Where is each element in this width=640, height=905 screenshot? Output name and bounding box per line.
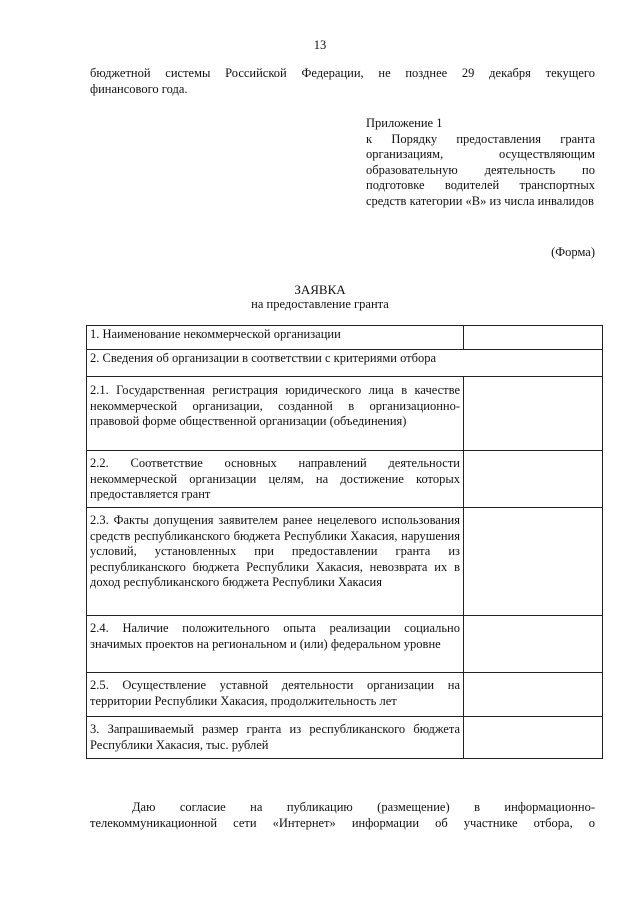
row-label: 2.4. Наличие положительного опыта реализации социально значимых проектов на региональном и (или) федеральном уровне [87, 616, 464, 673]
row-value [464, 717, 603, 759]
table-row [87, 326, 603, 350]
form-label: (Форма) [551, 245, 595, 259]
row-label: 2. Сведения об организации в соответствии с критериями отбора [87, 350, 603, 377]
annex-block [366, 116, 595, 209]
row-value [464, 673, 603, 717]
row-label: 2.1. Государственная регистрация юридического лица в качестве некоммерческой организации, созданной в организационно-правовой форме общественной организации (объединения) [87, 377, 464, 451]
application-table [86, 325, 603, 759]
row-value [464, 326, 603, 350]
row-label: 2.2. Соответствие основных направлений деятельности некоммерческой организации целям, на достижение которых предоставляется грант [87, 451, 464, 508]
row-label: 2.5. Осуществление уставной деятельности организации на территории Республики Хакасия, продолжительность лет [87, 673, 464, 717]
row-value [464, 508, 603, 616]
table-row [87, 350, 603, 377]
annex-text: к Порядку предоставления гранта организациям, осуществляющим образовательную деятельность по подготовке водителей транспортных средств категории «В» из числа инвалидов [366, 131, 595, 208]
annex-title: Приложение 1 [366, 116, 443, 130]
row-value [464, 377, 603, 451]
table-row [87, 451, 603, 508]
row-label: 2.3. Факты допущения заявителем ранее нецелевого использования средств республиканского бюджета Республики Хакасия, нарушения условий, установленных при предоставлении гранта из республиканского бюджета Республики Хакасия, невозврата их в доход республиканского бюджета Республики Хакасия [87, 508, 464, 616]
document-title: ЗАЯВКА [294, 282, 346, 297]
intro-line-1: бюджетной системы Российской Федерации, не позднее 29 декабря текущего [90, 66, 595, 80]
intro-line-2: финансового года. [90, 81, 188, 96]
page-number: 13 [313, 38, 327, 52]
row-label: 1. Наименование некоммерческой организации [87, 326, 464, 350]
consent-line-2: телекоммуникационной сети «Интернет» информации об участнике отбора, о [90, 816, 595, 830]
table-row [87, 616, 603, 673]
row-value [464, 616, 603, 673]
row-label: 3. Запрашиваемый размер гранта из республиканского бюджета Республики Хакасия, тыс. рублей [87, 717, 464, 759]
table-row [87, 717, 603, 759]
intro-paragraph [90, 66, 595, 97]
table-row [87, 508, 603, 616]
document-subtitle: на предоставление гранта [251, 297, 389, 311]
table-row [87, 673, 603, 717]
row-value [464, 451, 603, 508]
table-row [87, 377, 603, 451]
consent-line-1: Даю согласие на публикацию (размещение) в информационно- [132, 800, 595, 814]
